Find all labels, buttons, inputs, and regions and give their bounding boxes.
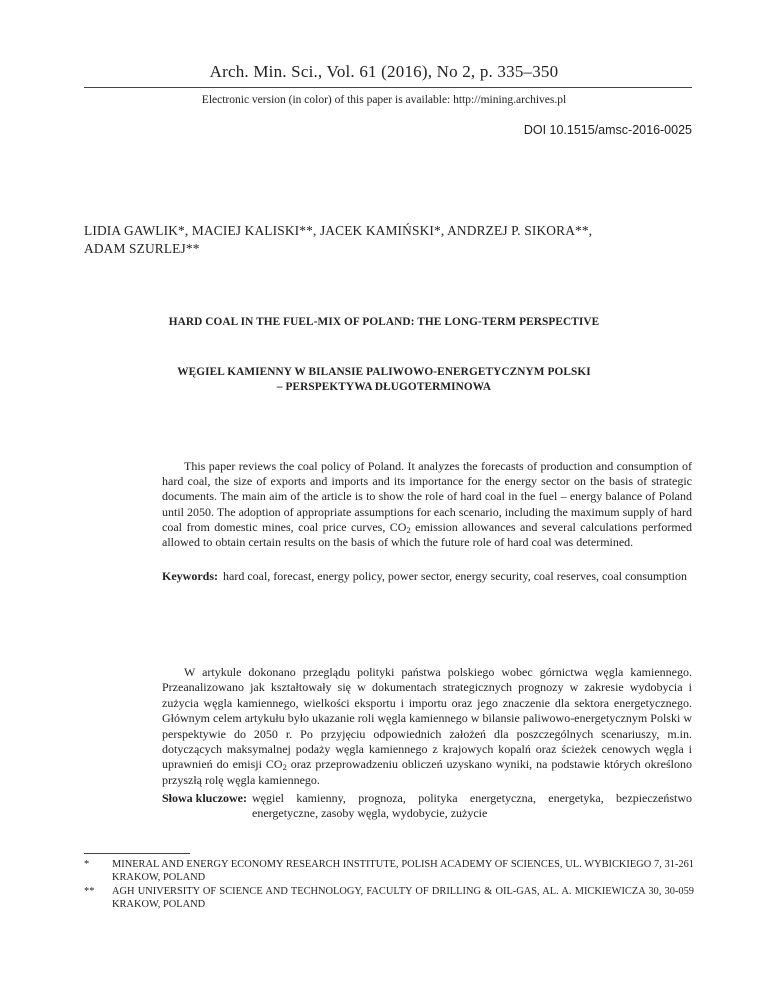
title-polish-line-2: – PERSPEKTYWA DŁUGOTERMINOWA [276,381,492,393]
polish-keywords [162,791,692,822]
footnote-rule [84,853,190,854]
polish-keywords-text: węgiel kamienny, prognoza, polityka energetyczna, energetyka, bezpieczeństwo energetyczne, zasoby węgla, wydobycie, zużycie [252,791,692,821]
keywords-label: Keywords: [162,569,218,583]
polish-abstract-text-1: W artykule dokonano przeglądu polityki państwa polskiego wobec górnictwa węgla kamiennego. Przeanalizowano jak kształtowały się w dokumentach strategicznych prognozy w zakresie wydobycia i zużycia węgla kamiennego, wielkości eksportu i importu oraz jego znaczenie dla sektora energetycznego. Głównym celem artykułu było ukazanie roli węgla kamiennego w bilansie paliwowo-energetycznym Polski w perspektywie do 2050 r. Po przyjęciu odpowiednich założeń dla poszczególnych scenariuszy, m.in. dotyczących maksymalnej podaży węgla kamiennego z krajowych kopalń oraz ścieżek cenowych węgla i uprawnień do emisji CO [162,665,692,772]
title-polish-line-1: WĘGIEL KAMIENNY W BILANSIE PALIWOWO-ENERGETYCZNYM POLSKI [177,366,591,378]
polish-keywords-label: Słowa kluczowe: [162,791,247,805]
keywords-text: hard coal, forecast, energy policy, power sector, energy security, coal reserves, coal consumption [223,569,688,583]
title-polish [0,365,768,395]
journal-citation: Arch. Min. Sci., Vol. 61 (2016), No 2, p. 335–350 [209,62,559,81]
footnotes [84,858,694,911]
abstract-text-2: emission allowances and several calculations performed allowed to obtain certain results on the basis of which the future role of hard coal was determined. [162,519,692,550]
footnote [84,885,694,912]
abstract [162,459,692,550]
author-list [84,222,694,258]
footnote-text: MINERAL AND ENERGY ECONOMY RESEARCH INSTITUTE, POLISH ACADEMY OF SCIENCES, UL. WYBICKIEGO 7, 31-261 KRAKOW, POLAND [112,859,694,884]
footnote [84,858,694,885]
abstract-text-1: This paper reviews the coal policy of Poland. It analyzes the forecasts of production and consumption of hard coal, the size of exports and imports and its importance for the energy sector on the basis of strategic documents. The main aim of the article is to show the role of hard coal in the fuel – energy balance of Poland until 2050. The adoption of appropriate assumptions for each scenario, including the maximum supply of hard coal from domestic mines, coal price curves, CO [162,459,692,534]
keywords [162,569,692,584]
author-line-1: LIDIA GAWLIK*, MACIEJ KALISKI**, JACEK KAMIŃSKI*, ANDRZEJ P. SIKORA**, [84,223,593,238]
title-english: HARD COAL IN THE FUEL-MIX OF POLAND: THE LONG-TERM PERSPECTIVE [168,316,600,328]
author-line-2: ADAM SZURLEJ** [84,241,200,256]
header-rule [84,87,692,88]
footnote-mark: ** [84,885,95,897]
polish-abstract-text-2: oraz przeprowadzeniu obliczeń uzyskano wyniki, na podstawie których określono przyszłą rolę węgla kamiennego. [162,757,692,787]
doi: DOI 10.1515/amsc-2016-0025 [523,123,692,137]
polish-abstract-subscript: 2 [282,763,287,773]
footnote-text: AGH UNIVERSITY OF SCIENCE AND TECHNOLOGY, FACULTY OF DRILLING & OIL-GAS, AL. A. MICKIEWICZA 30, 30-059 KRAKOW, POLAND [112,885,694,910]
electronic-version-note: Electronic version (in color) of this paper is available: http://mining.archives.pl [201,94,567,106]
polish-abstract [162,665,692,788]
footnote-mark: * [84,859,90,870]
abstract-subscript: 2 [406,525,411,535]
